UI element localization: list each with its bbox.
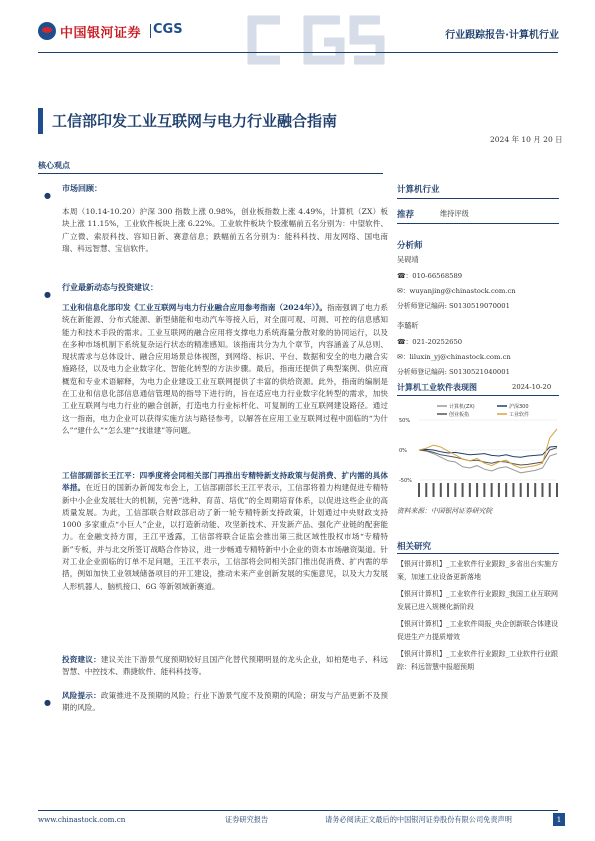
news-label: 行业最新动态与投资建议： — [62, 283, 158, 292]
news-paragraph-1-lead: 工业和信息化部印发《工业互联网与电力行业融合应用参考指南（2024年）》。 — [62, 303, 328, 312]
footer-center: 证券研究报告 — [225, 815, 269, 824]
chart-x-tick-mark — [462, 483, 464, 497]
market-review-text: 本周（10.14-10.20）沪深 300 指数上涨 0.98%，创业板指数上涨 4.49%，计算机（ZX）板块上涨 11.15%，工业软件板块上涨 6.22%。工业软件板块个股涨幅前五名分别为：中望软件、广立微、索辰科技、容知日新、赛意信息；跌幅前五名分别为：能科科技、用友网络、国电南瑞、科远智慧、宝信软件。 — [62, 207, 388, 253]
phone-icon: ☎： — [397, 338, 413, 346]
chart-x-tick-mark — [512, 483, 514, 497]
chart-x-tick-mark — [549, 483, 551, 497]
news-paragraph-2-lead: 工信部副部长王江平：四季度将会同相关部门再推出专精特新支持政策与促消费、扩内需的具体举措。 — [62, 471, 388, 493]
chart-x-tick-mark — [447, 483, 449, 497]
page-header — [0, 0, 595, 78]
header-divider — [38, 52, 558, 53]
chart-x-tick-mark — [534, 483, 536, 497]
chart-series-line — [419, 446, 557, 457]
chart-heading: 计算机工业软件表现图 — [397, 383, 477, 392]
brand-name: 中国银河证券 — [60, 26, 142, 41]
sidebar-divider — [397, 553, 559, 554]
chart-x-tick-mark — [418, 483, 420, 497]
chart-legend-label: 工业软件 — [509, 412, 530, 418]
cgs-watermark-icon — [240, 10, 390, 70]
risk-note — [62, 690, 388, 715]
chart-x-tick-mark — [556, 483, 558, 497]
news-paragraph-2 — [62, 470, 388, 593]
section-divider — [38, 173, 383, 174]
chart-x-tick-mark — [505, 483, 507, 497]
analyst-email[interactable]: ✉：liluxin_yj@chinastock.com.cn — [397, 353, 511, 361]
bullet-icon: ● — [44, 191, 51, 200]
chart-x-tick-mark — [454, 483, 456, 497]
analyst-heading: 分析师 — [397, 241, 423, 251]
chart-x-tick-mark — [433, 483, 435, 497]
chart-x-tick-mark — [498, 483, 500, 497]
chart-y-tick-label: 0% — [399, 448, 407, 454]
sidebar-divider — [397, 198, 559, 199]
risk-note-label: 风险提示： — [62, 691, 101, 700]
related-item[interactable]: 【银河计算机】_工业软件行业跟踪_多省出台实施方案，加速工业设备更新落地 — [397, 560, 558, 581]
chart-x-tick-mark — [469, 483, 471, 497]
title-accent-bar — [38, 108, 43, 134]
performance-chart — [397, 400, 561, 500]
analyst-cert: 分析师登记编码: S0130521040001 — [397, 368, 510, 376]
related-item[interactable]: 【银河计算机】_工业软件行业跟踪_工业软件行业跟踪：科远智慧中报超预期 — [397, 650, 558, 671]
report-title: 工信部印发工业互联网与电力行业融合指南 — [52, 112, 338, 130]
chart-series-line — [419, 450, 557, 473]
analyst-name: 吴砚靖 — [397, 255, 419, 264]
brand-abbr: CGS — [153, 22, 183, 37]
investment-advice — [62, 654, 388, 679]
brand-logo-icon — [38, 22, 56, 40]
chart-source: 资料来源：中国银河证券研究院 — [397, 507, 493, 515]
news-paragraph-1 — [62, 302, 388, 437]
investment-advice-label: 投资建议： — [62, 655, 101, 664]
rating-label: 推荐 — [397, 210, 415, 220]
bullet-icon: ● — [44, 698, 51, 707]
risk-note-text: 政策推进不及预期的风险；行业下游景气度不及预期的风险；研发与产品更新不及预期的风险。 — [62, 691, 389, 713]
chart-x-tick-mark — [527, 483, 529, 497]
market-review-label: 市场回顾： — [62, 184, 102, 193]
related-item[interactable]: 【银河计算机】_工业软件周报_央企创新联合体建设促进生产力提质增效 — [397, 620, 558, 641]
rating-value: 维持评级 — [440, 209, 469, 218]
footer-website[interactable]: www.chinastock.com.cn — [38, 815, 126, 824]
bullet-icon: ● — [44, 290, 51, 299]
analyst-cert: 分析师登记编码: S0130519070001 — [397, 302, 510, 310]
sidebar-divider — [397, 223, 559, 224]
logo-divider — [150, 24, 151, 38]
report-date: 2024 年 10 月 20 日 — [490, 135, 563, 144]
chart-x-tick-mark — [440, 483, 442, 497]
chart-x-tick-mark — [476, 483, 478, 497]
chart-x-tick-mark — [483, 483, 485, 497]
chart-legend-label: 沪深300 — [509, 404, 529, 410]
sidebar-divider — [397, 395, 559, 396]
core-view-heading: 核心观点 — [38, 161, 70, 170]
chart-legend-label: 计算机(ZX) — [449, 404, 475, 410]
related-item[interactable]: 【银河计算机】_工业软件行业跟踪_我国工业互联网发展已进入规模化新阶段 — [397, 590, 558, 611]
analyst-phone: ☎：021-20252650 — [397, 338, 463, 346]
analyst-phone: ☎：010-66568589 — [397, 272, 463, 280]
news-paragraph-2-body: 在近日的国新办新闻发布会上，工信部副部长王江平表示，工信部将着力构建促进专精特新中小企业发展壮大的机制，完善“选种、育苗、培优”的全周期培育体系，以促进这些企业的高质量发展。为此，工信部联合财政部启动了新一轮专精特新支持政策，计划通过中央财政支持 1000 多家重点“小巨人”企业，以打造新动能、攻坚新技术、开发新产品、强化产业链的配套能力。在金融支持方面，王江平透露，工信部将联合证监会推出第三批区域性股权市场“专精特新”专板，并与北交所签订战略合作协议，进一步畅通专精特新中小企业的资本市场融资渠道。针对工业企业面临的订单不足问题，王江平表示，工信部将会同相关部门推出促消费、扩内需的举措，例如加快工业领域储备项目的开工建设，推动未来产业创新发展的实施意见，以及大力发展人形机器人、脑机接口、6G 等新领域新赛道。 — [62, 483, 389, 591]
phone-icon: ☎： — [397, 272, 413, 280]
chart-date: 2024-10-20 — [512, 383, 552, 391]
investment-advice-text: 建议关注下游景气度预期较好且国产化替代预期明显的龙头企业，如柏楚电子、科远智慧、中控技术、鼎捷软件、能科科技等。 — [62, 655, 389, 677]
page-number: 1 — [553, 813, 565, 826]
chart-x-tick-mark — [541, 483, 543, 497]
email-icon: ✉： — [397, 287, 410, 295]
news-paragraph-1-body: 指南强调了电力系统在新能源、分布式能源、新型储能和电动汽车等接入后，对全面可观、可测、可控的信息感知能力和技术手段的需求。工业互联网的融合应用将支撑电力系统海量分散对象的协同运行，以及在多种市场机制下系统复杂运行状态的精准感知。该指南共分为九个章节，内容涵盖了从总则、现状需求与总体设计、融合应用场景总体视图，到网络、标识、平台、数据和安全的电力融合实施路径，以及电力企业数字化、智能化转型的方法步骤。最后，指南还提供了典型案例、供应商概览和专业术语解释，为电力企业建设工业互联网提供了丰富的供给资源。此外，指南的编制是在工业和信息化部信息通信管理局的指导下进行的，旨在适应电力行业数字化转型的需求，加快工业互联网与电力行业的融合创新，打造电力行业标杆化、可复制的工业互联网建设路径。通过这一指南，电力企业可以获得实施方法与路径参考，以解答在应用工业互联网过程中面临的“为什么”“建什么”“怎么建”“找谁建”等问题。 — [62, 303, 389, 435]
chart-y-tick-label: 50% — [399, 418, 411, 424]
chart-x-tick-mark — [520, 483, 522, 497]
chart-x-tick-mark — [425, 483, 427, 497]
chart-y-tick-label: -50% — [399, 478, 412, 484]
related-heading: 相关研究 — [397, 542, 432, 552]
chart-legend-label: 创业板指 — [449, 412, 470, 418]
industry-label: 计算机行业 — [397, 185, 440, 195]
document-type: 行业跟踪报告·计算机行业 — [445, 30, 559, 41]
chart-x-tick-mark — [491, 483, 493, 497]
analyst-email[interactable]: ✉：wuyanjing@chinastock.com.cn — [397, 287, 516, 295]
footer-disclaimer: 请务必阅读正文最后的中国银河证券股份有限公司免责声明 — [325, 815, 512, 824]
footer-divider — [38, 810, 558, 811]
analyst-name: 李璐昕 — [397, 321, 419, 330]
email-icon: ✉： — [397, 353, 410, 361]
